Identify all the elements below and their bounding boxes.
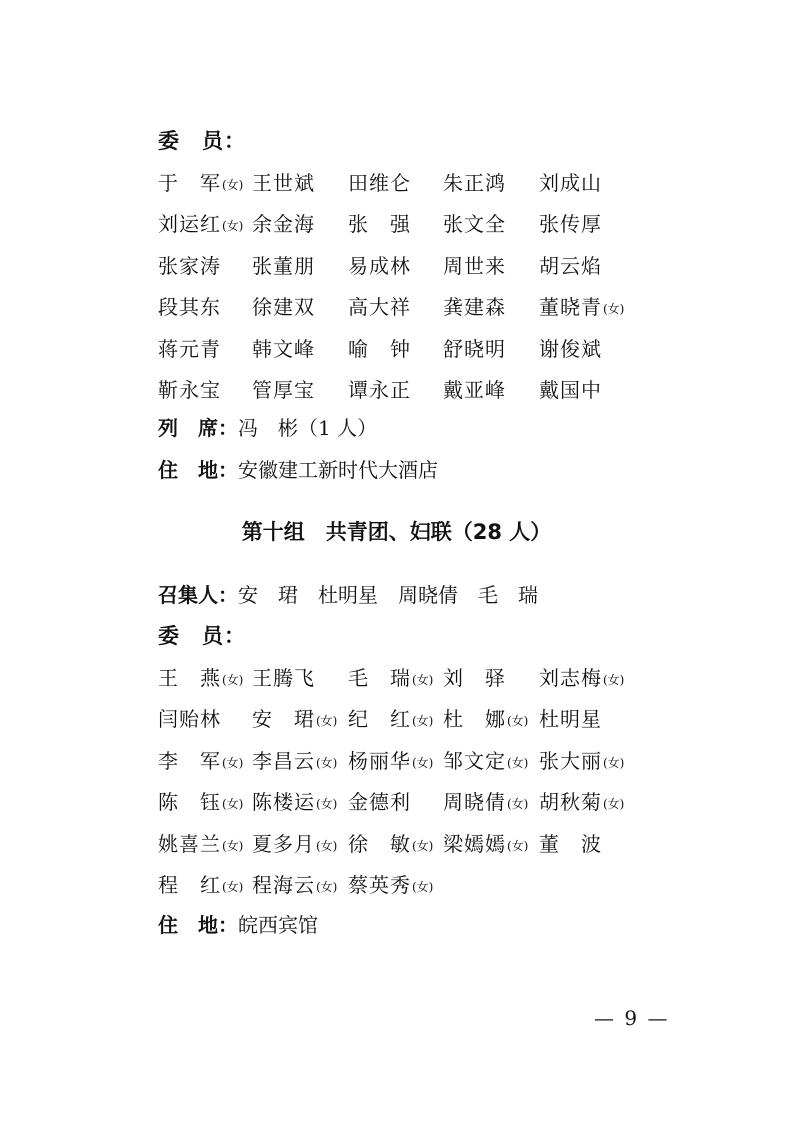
- member-name: 刘 驿: [443, 666, 506, 690]
- member-name: 蒋元青: [158, 336, 221, 361]
- member-name: 杨丽华: [348, 748, 411, 773]
- member-name: 于 军: [158, 171, 221, 195]
- member-name: 韩文峰: [252, 336, 315, 361]
- members-label-section1: 委 员：: [158, 129, 246, 153]
- member-entry: [443, 253, 537, 279]
- member-entry: [443, 336, 537, 362]
- member-entry: [539, 706, 633, 732]
- member-name: 余金海: [252, 212, 315, 237]
- member-name: 徐建双: [252, 295, 315, 320]
- female-tag: (女): [222, 755, 244, 770]
- member-entry: [348, 665, 442, 693]
- member-entry: [158, 336, 252, 362]
- member-name: 戴国中: [539, 378, 602, 402]
- member-entry: [252, 377, 346, 403]
- member-name: 张大丽: [539, 748, 602, 773]
- attendee-line: [158, 415, 377, 441]
- female-tag: (女): [412, 755, 434, 770]
- female-tag: (女): [412, 838, 434, 853]
- member-name: 姚喜兰: [158, 831, 221, 856]
- member-name: 谢俊斌: [539, 336, 602, 361]
- member-name: 王腾飞: [252, 666, 315, 690]
- member-entry: [443, 748, 537, 776]
- member-entry: [539, 170, 633, 196]
- lodging-value-section1: 安徽建工新时代大酒店: [238, 458, 438, 482]
- member-entry: [252, 706, 346, 734]
- member-name: 陈楼运: [252, 790, 315, 815]
- member-entry: [539, 748, 633, 776]
- lodging-label-group10: 住 地：: [158, 913, 238, 937]
- member-name: 杜明星: [539, 707, 602, 732]
- member-name: 李昌云: [252, 748, 315, 773]
- members-label-group10: 委 员：: [158, 624, 246, 648]
- convener-value: 安 珺 杜明星 周晓倩 毛 瑞: [238, 583, 538, 607]
- member-name: 梁嫣嫣: [443, 831, 506, 856]
- member-row: [0, 211, 793, 237]
- member-name: 胡云焰: [539, 253, 602, 278]
- member-entry: [348, 170, 442, 196]
- member-row: [0, 831, 793, 857]
- member-entry: [443, 377, 537, 403]
- female-tag: (女): [412, 880, 434, 894]
- female-tag: (女): [316, 797, 338, 812]
- member-row: [0, 377, 793, 403]
- female-tag: (女): [603, 755, 625, 770]
- member-name: 易成林: [348, 253, 411, 278]
- member-name: 靳永宝: [158, 378, 221, 402]
- member-name: 安 珺: [252, 707, 315, 732]
- member-row: [0, 789, 793, 815]
- female-tag: (女): [222, 219, 244, 234]
- member-name: 胡秋菊: [539, 790, 602, 815]
- member-name: 徐 敏: [348, 831, 411, 856]
- member-entry: [158, 294, 252, 320]
- member-name: 邹文定: [443, 748, 506, 773]
- member-entry: [252, 872, 346, 900]
- member-entry: [158, 665, 252, 693]
- female-tag: (女): [603, 302, 625, 317]
- member-entry: [252, 253, 346, 279]
- female-tag: (女): [603, 797, 625, 812]
- member-entry: [348, 336, 442, 362]
- member-entry: [539, 789, 633, 817]
- member-entry: [539, 665, 633, 693]
- member-name: 张 强: [348, 212, 411, 237]
- member-entry: [443, 789, 537, 817]
- member-entry: [539, 377, 633, 403]
- female-tag: (女): [603, 673, 625, 687]
- member-name: 李 军: [158, 748, 221, 773]
- member-row: [0, 336, 793, 362]
- member-entry: [348, 789, 442, 815]
- member-name: 高大祥: [348, 295, 411, 320]
- member-entry: [348, 831, 442, 859]
- member-entry: [539, 211, 633, 237]
- member-entry: [443, 294, 537, 320]
- female-tag: (女): [412, 714, 434, 729]
- attendee-value: 冯 彬（1 人）: [238, 416, 378, 440]
- member-entry: [158, 748, 252, 776]
- member-name: 夏多月: [252, 831, 315, 856]
- member-name: 纪 红: [348, 707, 411, 732]
- member-entry: [158, 706, 252, 732]
- member-name: 王世斌: [252, 171, 315, 195]
- member-row: [0, 665, 793, 691]
- female-tag: (女): [507, 797, 529, 812]
- member-entry: [348, 706, 442, 734]
- member-name: 王 燕: [158, 666, 221, 690]
- member-name: 金德利: [348, 790, 411, 815]
- member-entry: [158, 377, 252, 403]
- lodging-line-section1: [158, 457, 438, 483]
- member-name: 陈 钰: [158, 790, 221, 815]
- member-name: 龚建森: [443, 295, 506, 320]
- member-name: 张董朋: [252, 253, 315, 278]
- female-tag: (女): [316, 755, 338, 770]
- member-entry: [443, 831, 537, 859]
- member-entry: [252, 831, 346, 859]
- member-entry: [252, 170, 346, 196]
- member-entry: [158, 211, 252, 239]
- member-name: 田维仑: [348, 171, 411, 195]
- member-entry: [252, 294, 346, 320]
- member-name: 毛 瑞: [348, 666, 411, 690]
- member-entry: [252, 211, 346, 237]
- member-name: 程海云: [252, 873, 315, 897]
- member-entry: [443, 170, 537, 196]
- member-entry: [252, 789, 346, 817]
- member-name: 董晓青: [539, 295, 602, 320]
- female-tag: (女): [316, 838, 338, 853]
- member-name: 段其东: [158, 295, 221, 320]
- female-tag: (女): [507, 714, 529, 729]
- member-name: 刘运红: [158, 212, 221, 237]
- member-name: 张传厚: [539, 212, 602, 237]
- member-name: 刘志梅: [539, 666, 602, 690]
- member-entry: [252, 748, 346, 776]
- member-entry: [348, 294, 442, 320]
- convener-line: [158, 582, 538, 608]
- member-entry: [158, 253, 252, 279]
- member-row: [0, 706, 793, 732]
- member-entry: [348, 748, 442, 776]
- member-entry: [158, 872, 252, 900]
- female-tag: (女): [316, 880, 338, 894]
- female-tag: (女): [222, 838, 244, 853]
- member-entry: [158, 789, 252, 817]
- member-name: 周晓倩: [443, 790, 506, 815]
- member-entry: [539, 253, 633, 279]
- member-row: [0, 872, 793, 898]
- member-entry: [443, 706, 537, 734]
- female-tag: (女): [507, 838, 529, 853]
- lodging-value-group10: 皖西宾馆: [238, 913, 318, 937]
- member-row: [0, 294, 793, 320]
- member-name: 谭永正: [348, 378, 411, 402]
- convener-label: 召集人：: [158, 583, 238, 607]
- member-row: [0, 253, 793, 279]
- member-name: 董 波: [539, 831, 602, 856]
- member-name: 喻 钟: [348, 336, 411, 361]
- attendee-label: 列 席：: [158, 416, 238, 440]
- group10-title: 第十组 共青团、妇联（28 人）: [241, 520, 552, 544]
- member-name: 管厚宝: [252, 378, 315, 402]
- member-name: 舒晓明: [443, 336, 506, 361]
- page-number: — 9 —: [594, 1006, 670, 1030]
- member-entry: [348, 377, 442, 403]
- female-tag: (女): [412, 673, 434, 687]
- member-entry: [443, 211, 537, 237]
- member-name: 戴亚峰: [443, 378, 506, 402]
- member-name: 蔡英秀: [348, 873, 411, 897]
- member-entry: [348, 253, 442, 279]
- member-entry: [539, 294, 633, 322]
- member-row: [0, 170, 793, 196]
- female-tag: (女): [222, 880, 244, 894]
- member-name: 程 红: [158, 873, 221, 897]
- female-tag: (女): [316, 714, 338, 729]
- lodging-line-group10: [158, 912, 318, 938]
- member-entry: [539, 336, 633, 362]
- member-entry: [348, 872, 442, 900]
- member-name: 闫贻林: [158, 707, 221, 732]
- member-entry: [158, 831, 252, 859]
- female-tag: (女): [222, 178, 244, 192]
- lodging-label-section1: 住 地：: [158, 458, 238, 482]
- member-name: 周世来: [443, 253, 506, 278]
- member-entry: [348, 211, 442, 237]
- member-entry: [443, 665, 537, 691]
- female-tag: (女): [507, 755, 529, 770]
- member-name: 张文全: [443, 212, 506, 237]
- member-entry: [158, 170, 252, 198]
- member-name: 杜 娜: [443, 707, 506, 732]
- member-row: [0, 748, 793, 774]
- female-tag: (女): [222, 673, 244, 687]
- member-entry: [252, 665, 346, 691]
- member-name: 刘成山: [539, 171, 602, 195]
- member-name: 张家涛: [158, 253, 221, 278]
- female-tag: (女): [222, 797, 244, 812]
- member-entry: [252, 336, 346, 362]
- member-name: 朱正鸿: [443, 171, 506, 195]
- member-entry: [539, 831, 633, 857]
